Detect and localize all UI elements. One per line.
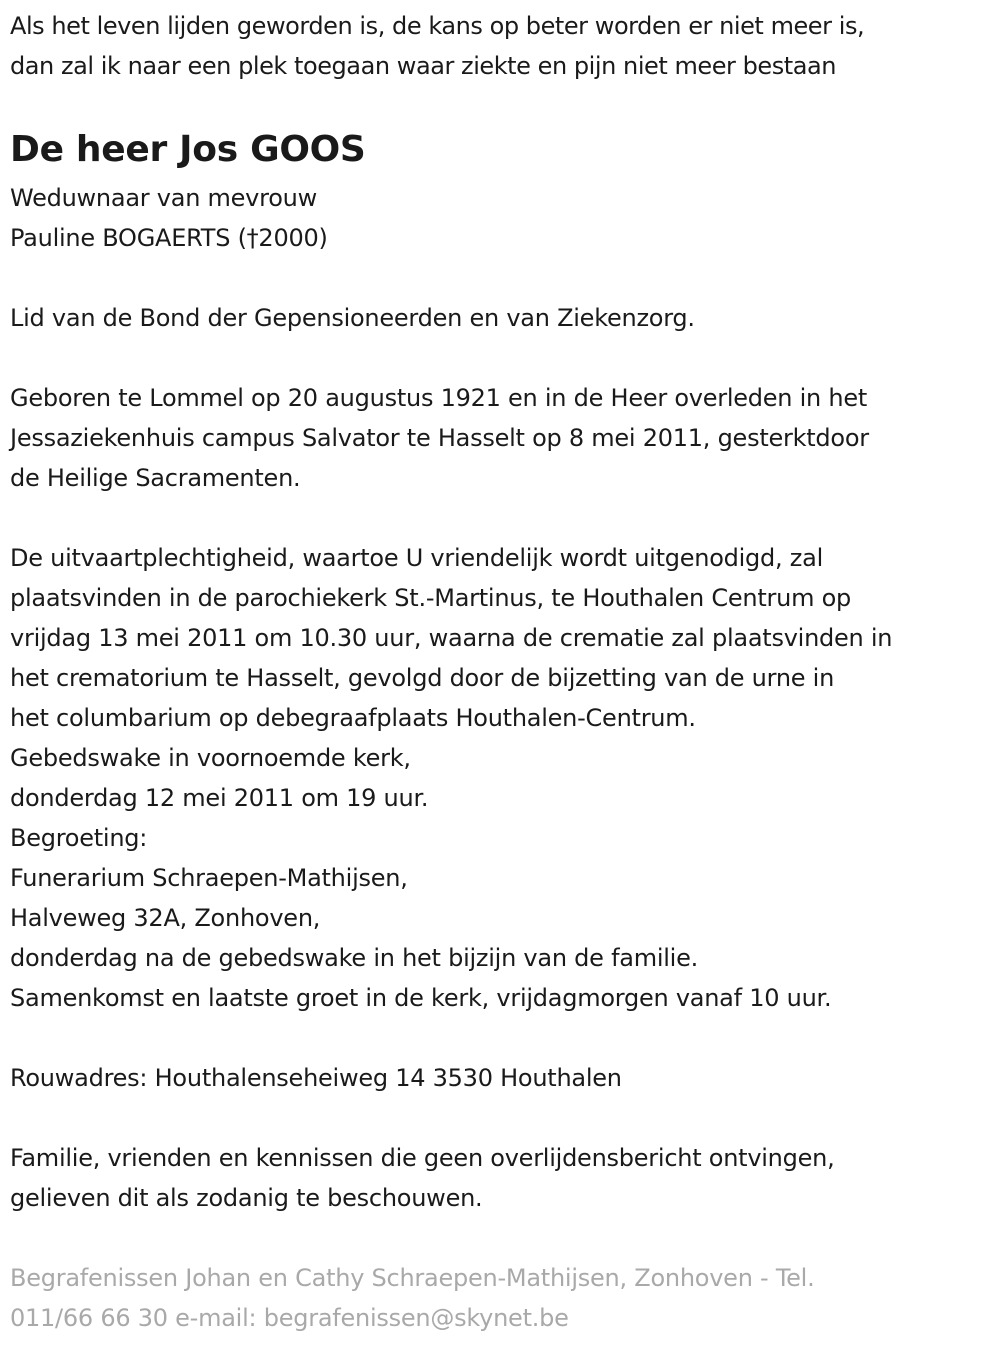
- ceremony-line: Begroeting:: [10, 824, 148, 852]
- footer-line: Begrafenissen Johan en Cathy Schraepen-Mathijsen, Zonhoven - Tel.: [10, 1264, 815, 1292]
- membership-text: Lid van de Bond der Gepensioneerden en van Ziekenzorg.: [10, 304, 695, 332]
- ceremony-line: De uitvaartplechtigheid, waartoe U vriendelijk wordt uitgenodigd, zal: [10, 544, 823, 572]
- intro-line: dan zal ik naar een plek toegaan waar ziekte en pijn niet meer bestaan: [10, 52, 837, 80]
- footer-line: 011/66 66 30 e-mail: begrafenissen@skynet.be: [10, 1304, 569, 1332]
- obituary-notice: [10, 6, 995, 1338]
- notice-text: [10, 1138, 995, 1218]
- spacer: [10, 1018, 995, 1058]
- ceremony-line: Halveweg 32A, Zonhoven,: [10, 904, 321, 932]
- spacer: [10, 1098, 995, 1138]
- deceased-name: De heer Jos GOOS: [10, 129, 366, 170]
- spouse-info: [10, 178, 995, 258]
- intro-line: Als het leven lijden geworden is, de kans op beter worden er niet meer is,: [10, 12, 865, 40]
- spouse-line: Pauline BOGAERTS (†2000): [10, 224, 328, 252]
- ceremony-line: plaatsvinden in de parochiekerk St.-Martinus, te Houthalen Centrum op: [10, 584, 852, 612]
- birth-death-line: Jessaziekenhuis campus Salvator te Hasselt op 8 mei 2011, gesterktdoor: [10, 424, 869, 452]
- ceremony-line: het columbarium op debegraafplaats Houthalen-Centrum.: [10, 704, 696, 732]
- ceremony-info: [10, 538, 995, 1018]
- birth-death-info: [10, 378, 995, 498]
- ceremony-line: donderdag 12 mei 2011 om 19 uur.: [10, 784, 429, 812]
- ceremony-line: het crematorium te Hasselt, gevolgd door de bijzetting van de urne in: [10, 664, 835, 692]
- spacer: [10, 338, 995, 378]
- funeral-home-footer: [10, 1258, 995, 1338]
- spacer: [10, 1218, 995, 1258]
- ceremony-line: vrijdag 13 mei 2011 om 10.30 uur, waarna de crematie zal plaatsvinden in: [10, 624, 893, 652]
- ceremony-line: Funerarium Schraepen-Mathijsen,: [10, 864, 408, 892]
- ceremony-line: donderdag na de gebedswake in het bijzijn van de familie.: [10, 944, 698, 972]
- spacer: [10, 258, 995, 298]
- spouse-line: Weduwnaar van mevrouw: [10, 184, 317, 212]
- birth-death-line: de Heilige Sacramenten.: [10, 464, 301, 492]
- ceremony-line: Samenkomst en laatste groet in de kerk, vrijdagmorgen vanaf 10 uur.: [10, 984, 832, 1012]
- spacer: [10, 498, 995, 538]
- mourning-address: Rouwadres: Houthalenseheiweg 14 3530 Houthalen: [10, 1064, 622, 1092]
- notice-line: gelieven dit als zodanig te beschouwen.: [10, 1184, 483, 1212]
- ceremony-line: Gebedswake in voornoemde kerk,: [10, 744, 411, 772]
- birth-death-line: Geboren te Lommel op 20 augustus 1921 en in de Heer overleden in het: [10, 384, 868, 412]
- notice-line: Familie, vrienden en kennissen die geen overlijdensbericht ontvingen,: [10, 1144, 835, 1172]
- intro-quote: [10, 6, 995, 86]
